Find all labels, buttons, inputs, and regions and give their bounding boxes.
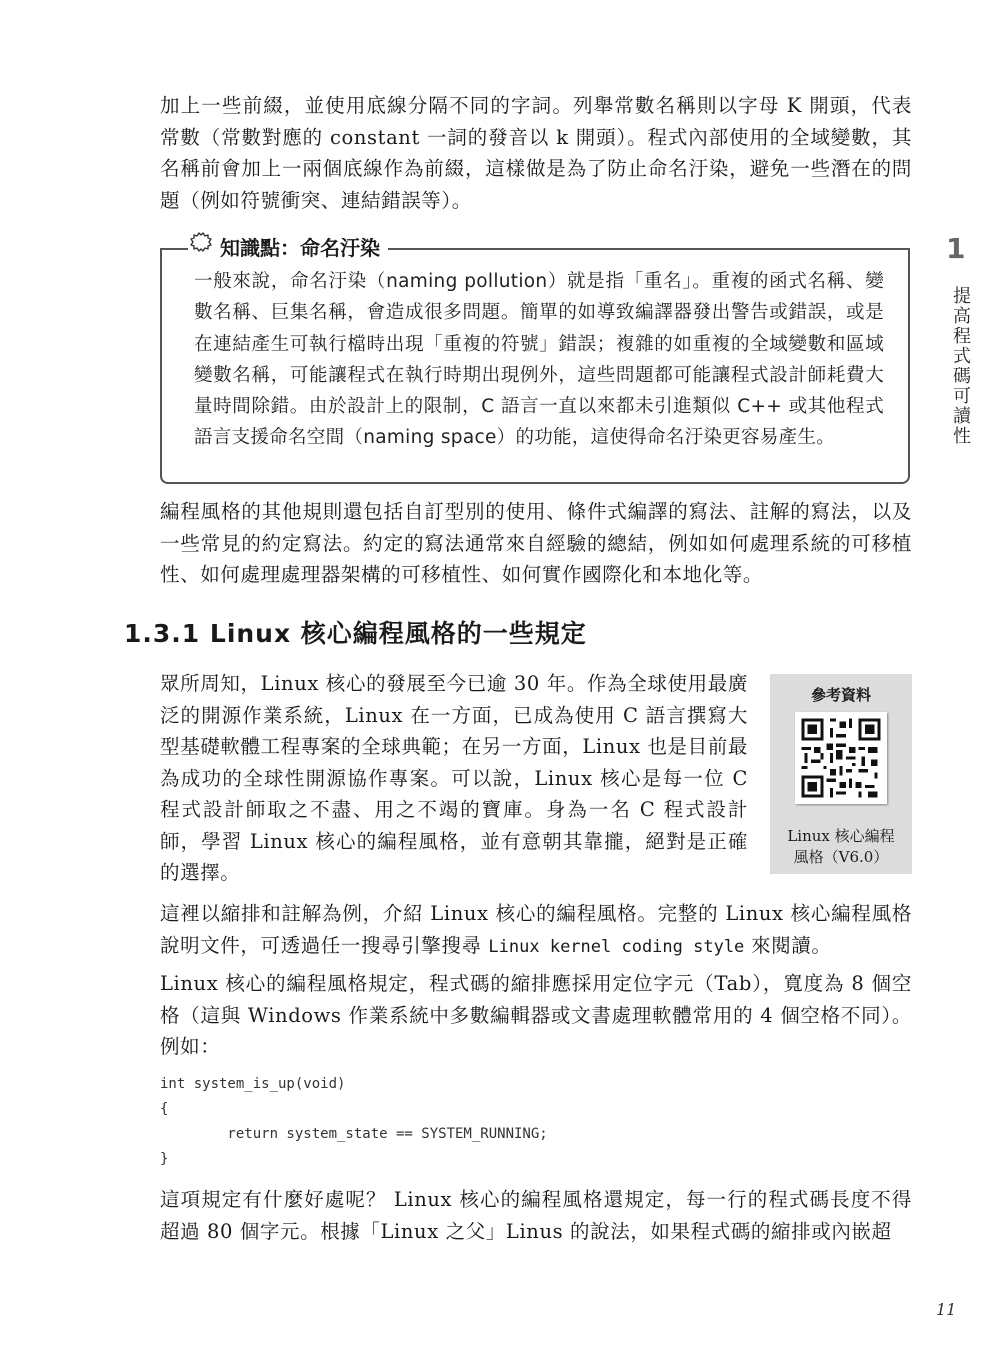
reference-caption-line1: Linux 核心編程	[787, 827, 895, 845]
example-paragraph	[160, 898, 912, 963]
qr-code-icon[interactable]	[795, 712, 887, 804]
example-paragraph-text: 這裡以縮排和註解為例，介紹 Linux 核心的編程風格。完整的 Linux 核心編程風格說明文件，可透過任一搜尋引擎搜尋	[160, 902, 912, 957]
page-number: 11	[936, 1300, 957, 1319]
section-heading: 1.3.1 Linux 核心編程風格的一些規定	[124, 619, 587, 648]
gear-icon	[188, 232, 214, 261]
reference-caption-line2: 風格（V6.0）	[793, 848, 889, 866]
benefit-paragraph: 這項規定有什麼好處呢？ Linux 核心的編程風格還規定，每一行的程式碼長度不得超過 80 個字元。根據「Linux 之父」Linus 的說法，如果程式碼的縮排或內嵌超	[160, 1188, 912, 1243]
indent-paragraph: Linux 核心的編程風格規定，程式碼的縮排應採用定位字元（Tab），寬度為 8 個空格（這與 Windows 作業系統中多數編輯器或文書處理軟體常用的 4 個空格不同）。例如：	[160, 972, 912, 1058]
note-title-text: 知識點：命名汙染	[220, 236, 380, 260]
note-box-corner	[160, 248, 184, 484]
reference-caption	[770, 826, 912, 868]
note-body: 一般來說，命名汙染（naming pollution）就是指「重名」。重複的函式名稱、變數名稱、巨集名稱，會造成很多問題。簡單的如導致編譯器發出警告或錯誤，或是在連結產生可執行檔時出現「重複的符號」錯誤；複雜的如重複的全域變數和區域變數名稱，可能讓程式在執行時期出現例外，這些問題都可能讓程式設計師耗費大量時間除錯。由於設計上的限制，C 語言一直以來都未引進類似 C++ 或其他程式語言支援命名空間（naming space）的功能，這使得命名汙染更容易產生。	[194, 271, 884, 449]
search-term-code: Linux kernel coding style	[488, 936, 745, 957]
example-paragraph-suffix: 來閱讀。	[751, 933, 832, 957]
code-sample: int system_is_up(void) { return system_state == SYSTEM_RUNNING; }	[160, 1076, 548, 1167]
style-paragraph: 編程風格的其他規則還包括自訂型別的使用、條件式編譯的寫法、註解的寫法，以及一些常見的約定寫法。約定的寫法通常來自經驗的總結，例如如何處理系統的可移植性、如何處理處理器架構的可移植性、如何實作國際化和本地化等。	[160, 500, 912, 586]
linux-paragraph: 眾所周知，Linux 核心的發展至今已逾 30 年。作為全球使用最廣泛的開源作業系統，Linux 在一方面，已成為使用 C 語言撰寫大型基礎軟體工程專案的全球典範；在另一方面，Linux 也是目前最為成功的全球性開源協作專案。可以說，Linux 核心是每一位 C 程式設計師取之不盡、用之不竭的寶庫。身為一名 C 程式設計師，學習 Linux 核心的編程風格，並有意朝其靠攏，絕對是正確的選擇。	[160, 672, 748, 884]
note-title	[188, 232, 388, 261]
chapter-number: 1	[946, 232, 966, 265]
chapter-title: 提高程式碼可讀性	[950, 286, 971, 446]
intro-paragraph: 加上一些前綴，並使用底線分隔不同的字詞。列舉常數名稱則以字母 K 開頭，代表常數（常數對應的 constant 一詞的發音以 k 開頭）。程式內部使用的全域變數，其名稱前會加上一兩個底線作為前綴，這樣做是為了防止命名汙染，避免一些潛在的問題（例如符號衝突、連結錯誤等）。	[160, 94, 912, 212]
reference-box	[770, 674, 912, 874]
reference-title: 參考資料	[810, 686, 871, 704]
